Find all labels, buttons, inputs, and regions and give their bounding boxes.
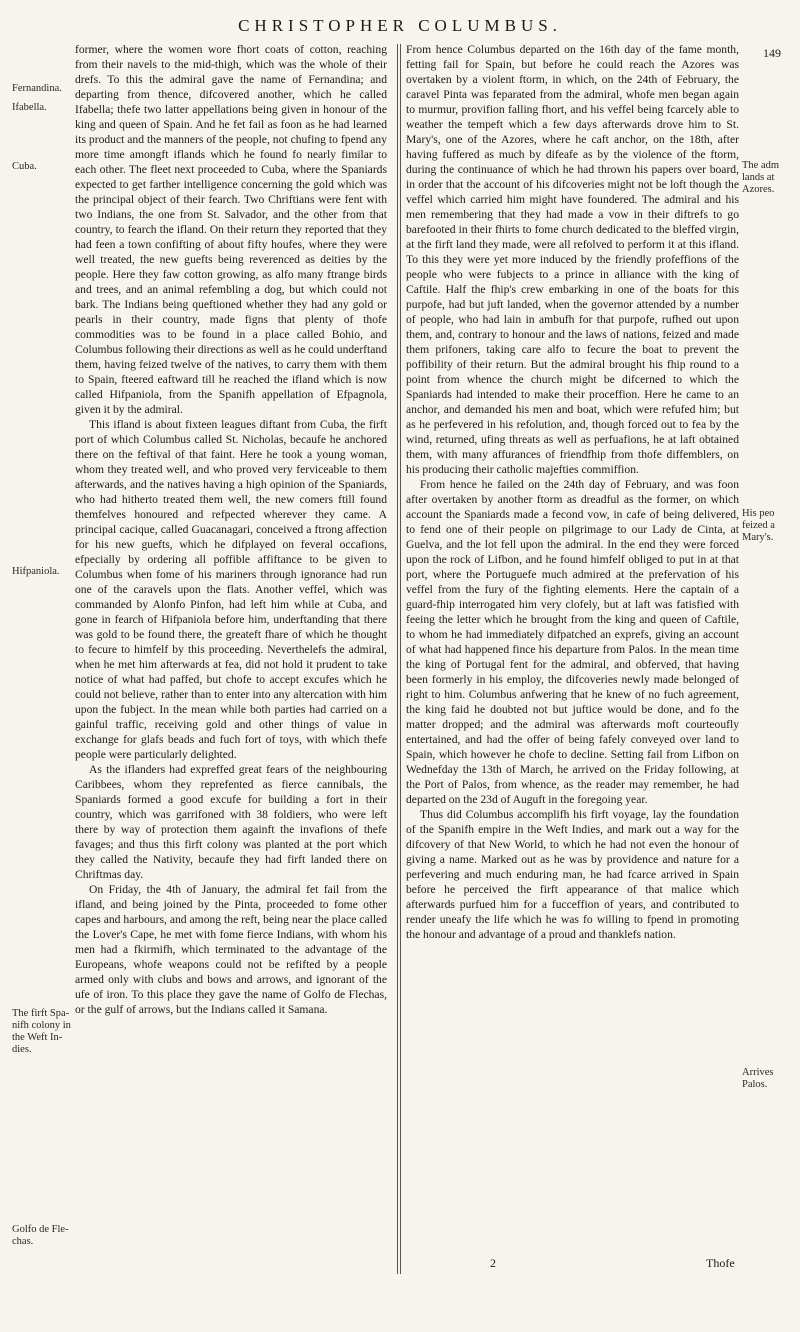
column-rule-inner bbox=[400, 44, 401, 1274]
margin-note-first-colony: The firft Spa-nifh colony in the Weft In-dies. bbox=[12, 1008, 71, 1055]
margin-note-azores: The adm lands at Azores. bbox=[742, 160, 780, 195]
paragraph: former, where the women wore fhort coats of cotton, reaching from their navels to the mid-thigh, which was the whole of their drefs. To this the admiral gave the name of Fernandina; and departing from thence, difcovered another, which he called Ifabella; thefe two latter appellations being given in honour of the king and queen of Spain. And he fet fail as foon as he had learned its product and the manners of the people, not chufing to fpend any more time amongft iflands which he found fo nearly fimilar to each other. The fleet next proceeded to Cuba, where the Spaniards expected to get farther intelligence concerning the gold which was the principal object of their fearch. Two Chriftians were fent with two Indians, the one from St. Salvador, and the other from that country, to fearch the ifland. On their return they reported that they had feen a town confifting of about fifty houfes, where they were well treated, the new guefts being reverenced as deities by the people. Here they faw cotton growing, as alfo many ftrange birds and trees, and an animal refembling a dog, but which could not bark. The Indians being queftioned whether they had any gold or pearls in their country, made figns that plenty of thofe commodities was to be found in a place called Bohio, and Columbus following their directions as well as he could underftand them, having feized twelve of the natives, to carry them with them to Spain, fteered eaftward till he reached the ifland which is now called Hifpaniola, from the Spanifh appellation of Efpagnola, given it by the admiral. bbox=[75, 43, 388, 416]
page-number: 149 bbox=[763, 46, 781, 60]
paragraph: This ifland is about fixteen leagues diftant from Cuba, the firft port of which Columbus called St. Nicholas, becaufe he anchored there on the feftival of that faint. Here he took a young woman, whom they treated well, and who proved very ferviceable to them afterwards, and the natives having a high opinion of the Spaniards, who had hitherto treated them well, the new comers ftill found themfelves honoured and refpected wherever they came. A principal cacique, called Guacanagari, conceived a ftrong affection for his new guefts, which he difplayed on feveral occafions, efpecially by ordering all poffible affiftance to be given to Columbus when fome of his mariners through ignorance had run one of the caravels upon the flats. Another veffel, which was commanded by Alonfo Pinfon, had left him while at Cuba, and gone in fearch of Hifpaniola before him, underftanding that there was gold to be found there, the greateft fhare of which he thought to fecure to himfelf by this proceeding. Neverthelefs the admiral, when he met him afterwards at fea, did not hold it prudent to take notice of what had paffed, but chofe to accept excufes which he could not believe, rather than to enter into any altercation with him upon the fubject. In the mean while both parties had carried on a gainful traffic, receiving gold and other things of value in exchange for glafs beads and fuch fort of toys, with which thefe people were particularly delighted. bbox=[75, 418, 387, 761]
left-column bbox=[75, 42, 387, 1017]
paragraph: On Friday, the 4th of January, the admiral fet fail from the ifland, and being joined by the Pinta, proceeded to fome other capes and harbours, and among the reft, being near the place called the Lover's Cape, he met with fome fierce Indians, with whom his men had a fkirmifh, which terminated to the advantage of the Europeans, whofe weapons could not be refifted by a people armed only with clubs and bows and arrows, and ignorant of the ufe of iron. To this place they gave the name of Golfo de Flechas, or the gulf of arrows, but the Indians called it Samana. bbox=[75, 883, 387, 1016]
margin-note-fernandina: Fernandina. bbox=[12, 83, 62, 94]
margin-note-golfo: Golfo de Fle-chas. bbox=[12, 1224, 69, 1247]
right-column bbox=[406, 42, 739, 942]
margin-note-prisoners: His peo feized a Mary's. bbox=[742, 508, 775, 543]
margin-note-hispaniola: Hifpaniola. bbox=[12, 566, 60, 577]
paragraph: From hence Columbus departed on the 16th day of the fame month, fetting fail for Spain, but before he could reach the Azores was overtaken by a violent ftorm, in which, on the 24th of February, the caravel Pinta was feparated from the admiral, whofe men began again to murmur, provifion falling fhort, and his veffel being fcarcely able to weather the tempeft which a few days afterwards drove him to St. Mary's, one of the Azores, where he caft anchor, on the 18th, after having fuffered as much by difeafe as by the violence of the ftorm, during the continuance of which he had thrown his papers over board, in order that the account of his difcoveries might not be loft though the veffel which carried him might have foundered. The admiral and his men remembering that they had made a vow in their diftrefs to go barefooted in their fhirts to fome church dedicated to the bleffed virgin, at the firft land they made, were all refolved to perform it at this ifland. To this they were yet more induced by the friendly profeffions of the people who were fubjects to a prince in alliance with the king of Caftile. Half the fhip's crew embarking in one of the boats for this purpofe, had but juft landed, when the governor attended by a number of people, who had lain in ambufh for that purpofe, rufhed out upon them, and, contrary to honour and the laws of nations, feized and made them prifoners, taking care alfo to fecure the boat to prevent the poffibility of their return. But the admiral brought his fhip round to a point from whence the church might be difcerned to which the Spaniards had intended to make their proceffion. Here he came to an anchor, and demanded his men and boat, which were refufed him; but as he perfevered in his refolution, and, though forced out to fea by the wind, returned, ufing threats as well as perfuafions, he at laft obtained them, with many affurances of friendfhip from thofe diffemblers, on his producing their catholic majefties commiffion. bbox=[406, 43, 739, 476]
signature-mark: 2 bbox=[490, 1256, 496, 1270]
catchword: Thofe bbox=[706, 1256, 735, 1270]
running-header: CHRISTOPHER COLUMBUS. bbox=[238, 16, 562, 35]
paragraph: Thus did Columbus accomplifh his firft voyage, lay the foundation of the Spanifh empire in the Weft Indies, and mark out a way for the difcovery of that New World, to which he had not even the honour of giving a name. Marked out as he was by providence and nature for a perfevering and much enduring man, he had fcarce arrived in Spain before he perceived the firft appearance of that malice which afterwards purfued him for a fucceffion of years, and contributed to render uneafy the life which he was fo willing to fpend in promoting the honour and advantage of a proud and thanklefs nation. bbox=[406, 808, 739, 941]
margin-note-arrives: Arrives Palos. bbox=[742, 1067, 774, 1090]
margin-note-isabella: Ifabella. bbox=[12, 102, 47, 113]
margin-note-cuba: Cuba. bbox=[12, 161, 37, 172]
column-rule bbox=[397, 44, 398, 1274]
paragraph: As the iflanders had expreffed great fears of the neighbouring Caribbees, whom they reprefented as fierce cannibals, the Spaniards formed a good excufe for building a fort in their country, which was garrifoned with 38 foldiers, who were left there by way of protection them againft the invafions of thefe favages; and thus this firft colony was planted at the port which they called the Nativity, becaufe they had firft landed there on Chriftmas day. bbox=[75, 763, 387, 881]
paragraph: From hence he failed on the 24th day of February, and was foon after overtaken by another ftorm as dreadful as the former, on which account the Spaniards made a fecond vow, in cafe of being delivered, to fend one of their people on pilgrimage to our Lady de Cinta, at Guelva, and the lot fell upon the admiral. In the end they were forced upon the rock of Lifbon, and he found himfelf obliged to put in at that port, where the Portuguefe much admired at the prefervation of his veffel from the fury of the fighting elements. Here the captain of a guard-fhip interrogated him very clofely, but at laft was fatisfied with feeing the letter which he brought from the king and queen of Caftile, to whom he had immediately difpatched an exprefs, giving an account of what had happened fince his departure from Palos. In the mean time the king of Portugal fent for the admiral, and obferved, that having been formerly in his employ, the difcoveries newly made belonged of right to him. Columbus anfwering that he knew of no fuch agreement, the king faid he doubted not but juftice would be done, and fo the matter dropped; and the admiral was afterwards moft courteoufly entertained, and had the offer of being fafely conveyed over land to Spain, which however he chofe to decline. Setting fail from Lifbon on Wednefday the 13th of March, he arrived on the Friday following, at the Port of Palos, from whence, as the reader may remember, he had departed on the 23d of Auguft in the foregoing year. bbox=[406, 478, 739, 806]
